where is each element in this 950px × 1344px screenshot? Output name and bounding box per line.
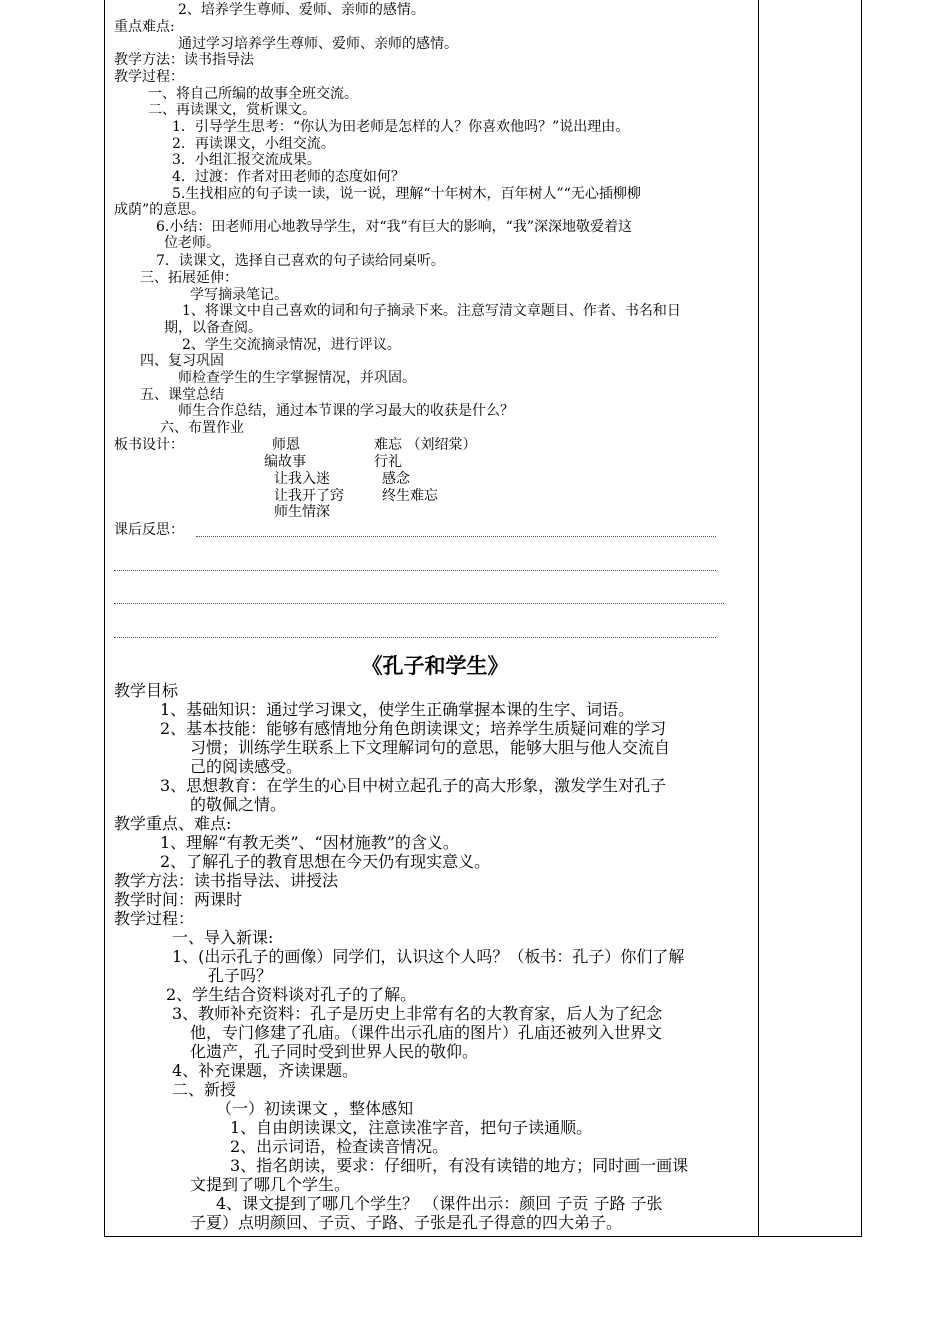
text-line: 2、基本技能：能够有感情地分角色朗读课文；培养学生质疑问难的学习	[160, 719, 667, 738]
board-item: 让我入迷	[274, 471, 330, 487]
text-line: 3、教师补充资料：孔子是历史上非常有名的大教育家，后人为了纪念	[172, 1004, 663, 1023]
writing-line	[114, 603, 724, 604]
text-line: 3．小组汇报交流成果。	[172, 152, 321, 168]
text-line: 孔子吗？	[208, 966, 273, 985]
table-column-divider	[758, 0, 759, 1236]
writing-line	[196, 536, 716, 537]
text-line: 的敬佩之情。	[190, 795, 287, 814]
board-item: 师恩	[272, 437, 300, 453]
lesson-title: 《孔子和学生》	[361, 653, 509, 678]
text-line: 师检查学生的生字掌握情况，并巩固。	[178, 370, 416, 386]
text-line: 2、了解孔子的教育思想在今天仍有现实意义。	[160, 852, 491, 871]
heading-teaching-goals: 教学目标	[114, 681, 179, 700]
text-line: 四、复习巩固	[140, 353, 224, 369]
text-line: 三、拓展延伸：	[140, 270, 238, 286]
text-line: 一、将自己所编的故事全班交流。	[148, 86, 358, 102]
text-line: 期，以备查阅。	[164, 320, 262, 336]
text-line: 5.生找相应的句子读一读，说一说，理解“十年树木，百年树人”“无心插柳柳	[172, 186, 641, 202]
text-line: 己的阅读感受。	[190, 757, 303, 776]
board-item: 行礼	[374, 454, 402, 470]
board-design-label: 板书设计：	[114, 437, 184, 453]
text-line: 2、出示词语，检查读音情况。	[230, 1137, 449, 1156]
text-line: 6.小结：田老师用心地教导学生，对“我”有巨大的影响，“我”深深地敬爱着这	[156, 219, 632, 235]
board-item: 感念	[382, 471, 410, 487]
board-item: 难忘 （刘绍棠）	[374, 437, 477, 453]
writing-line	[114, 570, 716, 571]
text-line: 4、课文提到了哪几个学生？ （课件出示：颜回 子贡 子路 子张	[216, 1194, 663, 1213]
text-line: 通过学习培养学生尊师、爱师、亲师的感情。	[178, 36, 458, 52]
heading-teaching-process: 教学过程：	[114, 909, 195, 928]
reflection-label: 课后反思：	[114, 522, 184, 538]
board-item: 编故事	[264, 454, 306, 470]
text-line: 他，专门修建了孔庙。（课件出示孔庙的图片）孔庙还被列入世界文	[190, 1023, 663, 1042]
writing-line	[114, 637, 716, 638]
text-line: 1、(出示孔子的画像）同学们，认识这个人吗？（板书：孔子）你们了解	[172, 947, 685, 966]
text-line: 1、基础知识：通过学习课文，使学生正确掌握本课的生字、词语。	[160, 700, 635, 719]
board-item: 师生情深	[274, 504, 330, 520]
text-line: 2、学生交流摘录情况，进行评议。	[182, 337, 401, 353]
text-line: 习惯；训练学生联系上下文理解词句的意思，能够大胆与他人交流自	[190, 738, 671, 757]
text-line: 师生合作总结，通过本节课的学习最大的收获是什么？	[178, 403, 514, 419]
text-line: 化遗产，孔子同时受到世界人民的敬仰。	[190, 1042, 479, 1061]
board-item: 终生难忘	[382, 488, 438, 504]
text-line: 4．过渡：作者对田老师的态度如何？	[172, 169, 405, 185]
heading-key-points: 重点难点:	[114, 19, 175, 35]
text-line: 2．再读课文，小组交流。	[172, 136, 335, 152]
text-line: 7．读课文，选择自己喜欢的句子读给同桌听。	[156, 253, 445, 269]
text-line: 3、思想教育：在学生的心目中树立起孔子的高大形象，激发学生对孔子	[160, 776, 667, 795]
text-line: 1．引导学生思考：“你认为田老师是怎样的人？你喜欢他吗？”说出理由。	[172, 119, 630, 135]
text-line: 子夏）点明颜回、子贡、子路、子张是孔子得意的四大弟子。	[190, 1213, 623, 1232]
heading-teaching-method: 教学方法：读书指导法	[114, 52, 254, 68]
text-line: 1、将课文中自己喜欢的词和句子摘录下来。注意写清文章题目、作者、书名和日	[182, 303, 681, 319]
text-line: 2、学生结合资料谈对孔子的了解。	[166, 985, 417, 1004]
heading-teaching-process: 教学过程：	[114, 69, 184, 85]
text-line: 学写摘录笔记。	[190, 287, 288, 303]
text-line: 一、导入新课:	[172, 928, 274, 947]
text-line: 4、补充课题，齐读课题。	[172, 1061, 359, 1080]
text-line: 二、再读课文，赏析课文。	[148, 102, 316, 118]
text-line: 位老师。	[164, 235, 220, 251]
text-line: 五、课堂总结	[140, 387, 224, 403]
text-line: 2、培养学生尊师、爱师、亲师的感情。	[178, 2, 425, 18]
text-line: 3、指名朗读，要求：仔细听，有没有读错的地方；同时画一画课	[230, 1156, 689, 1175]
text-line: 成荫”的意思。	[114, 202, 206, 218]
heading-teaching-method: 教学方法：读书指导法、讲授法	[114, 871, 339, 890]
text-line: 文提到了哪几个学生。	[190, 1175, 351, 1194]
heading-teaching-time: 教学时间：两课时	[114, 890, 243, 909]
text-line: 1、理解“有教无类”、“因材施教”的含义。	[160, 833, 459, 852]
text-line: 二、新授	[172, 1080, 237, 1099]
text-line: 六、布置作业	[160, 420, 244, 436]
heading-key-difficulties: 教学重点、难点:	[114, 814, 232, 833]
text-line: 1、自由朗读课文，注意读准字音，把句子读通顺。	[230, 1118, 593, 1137]
board-item: 让我开了窍	[274, 488, 344, 504]
text-line: （一）初读课文 ，整体感知	[216, 1099, 414, 1118]
